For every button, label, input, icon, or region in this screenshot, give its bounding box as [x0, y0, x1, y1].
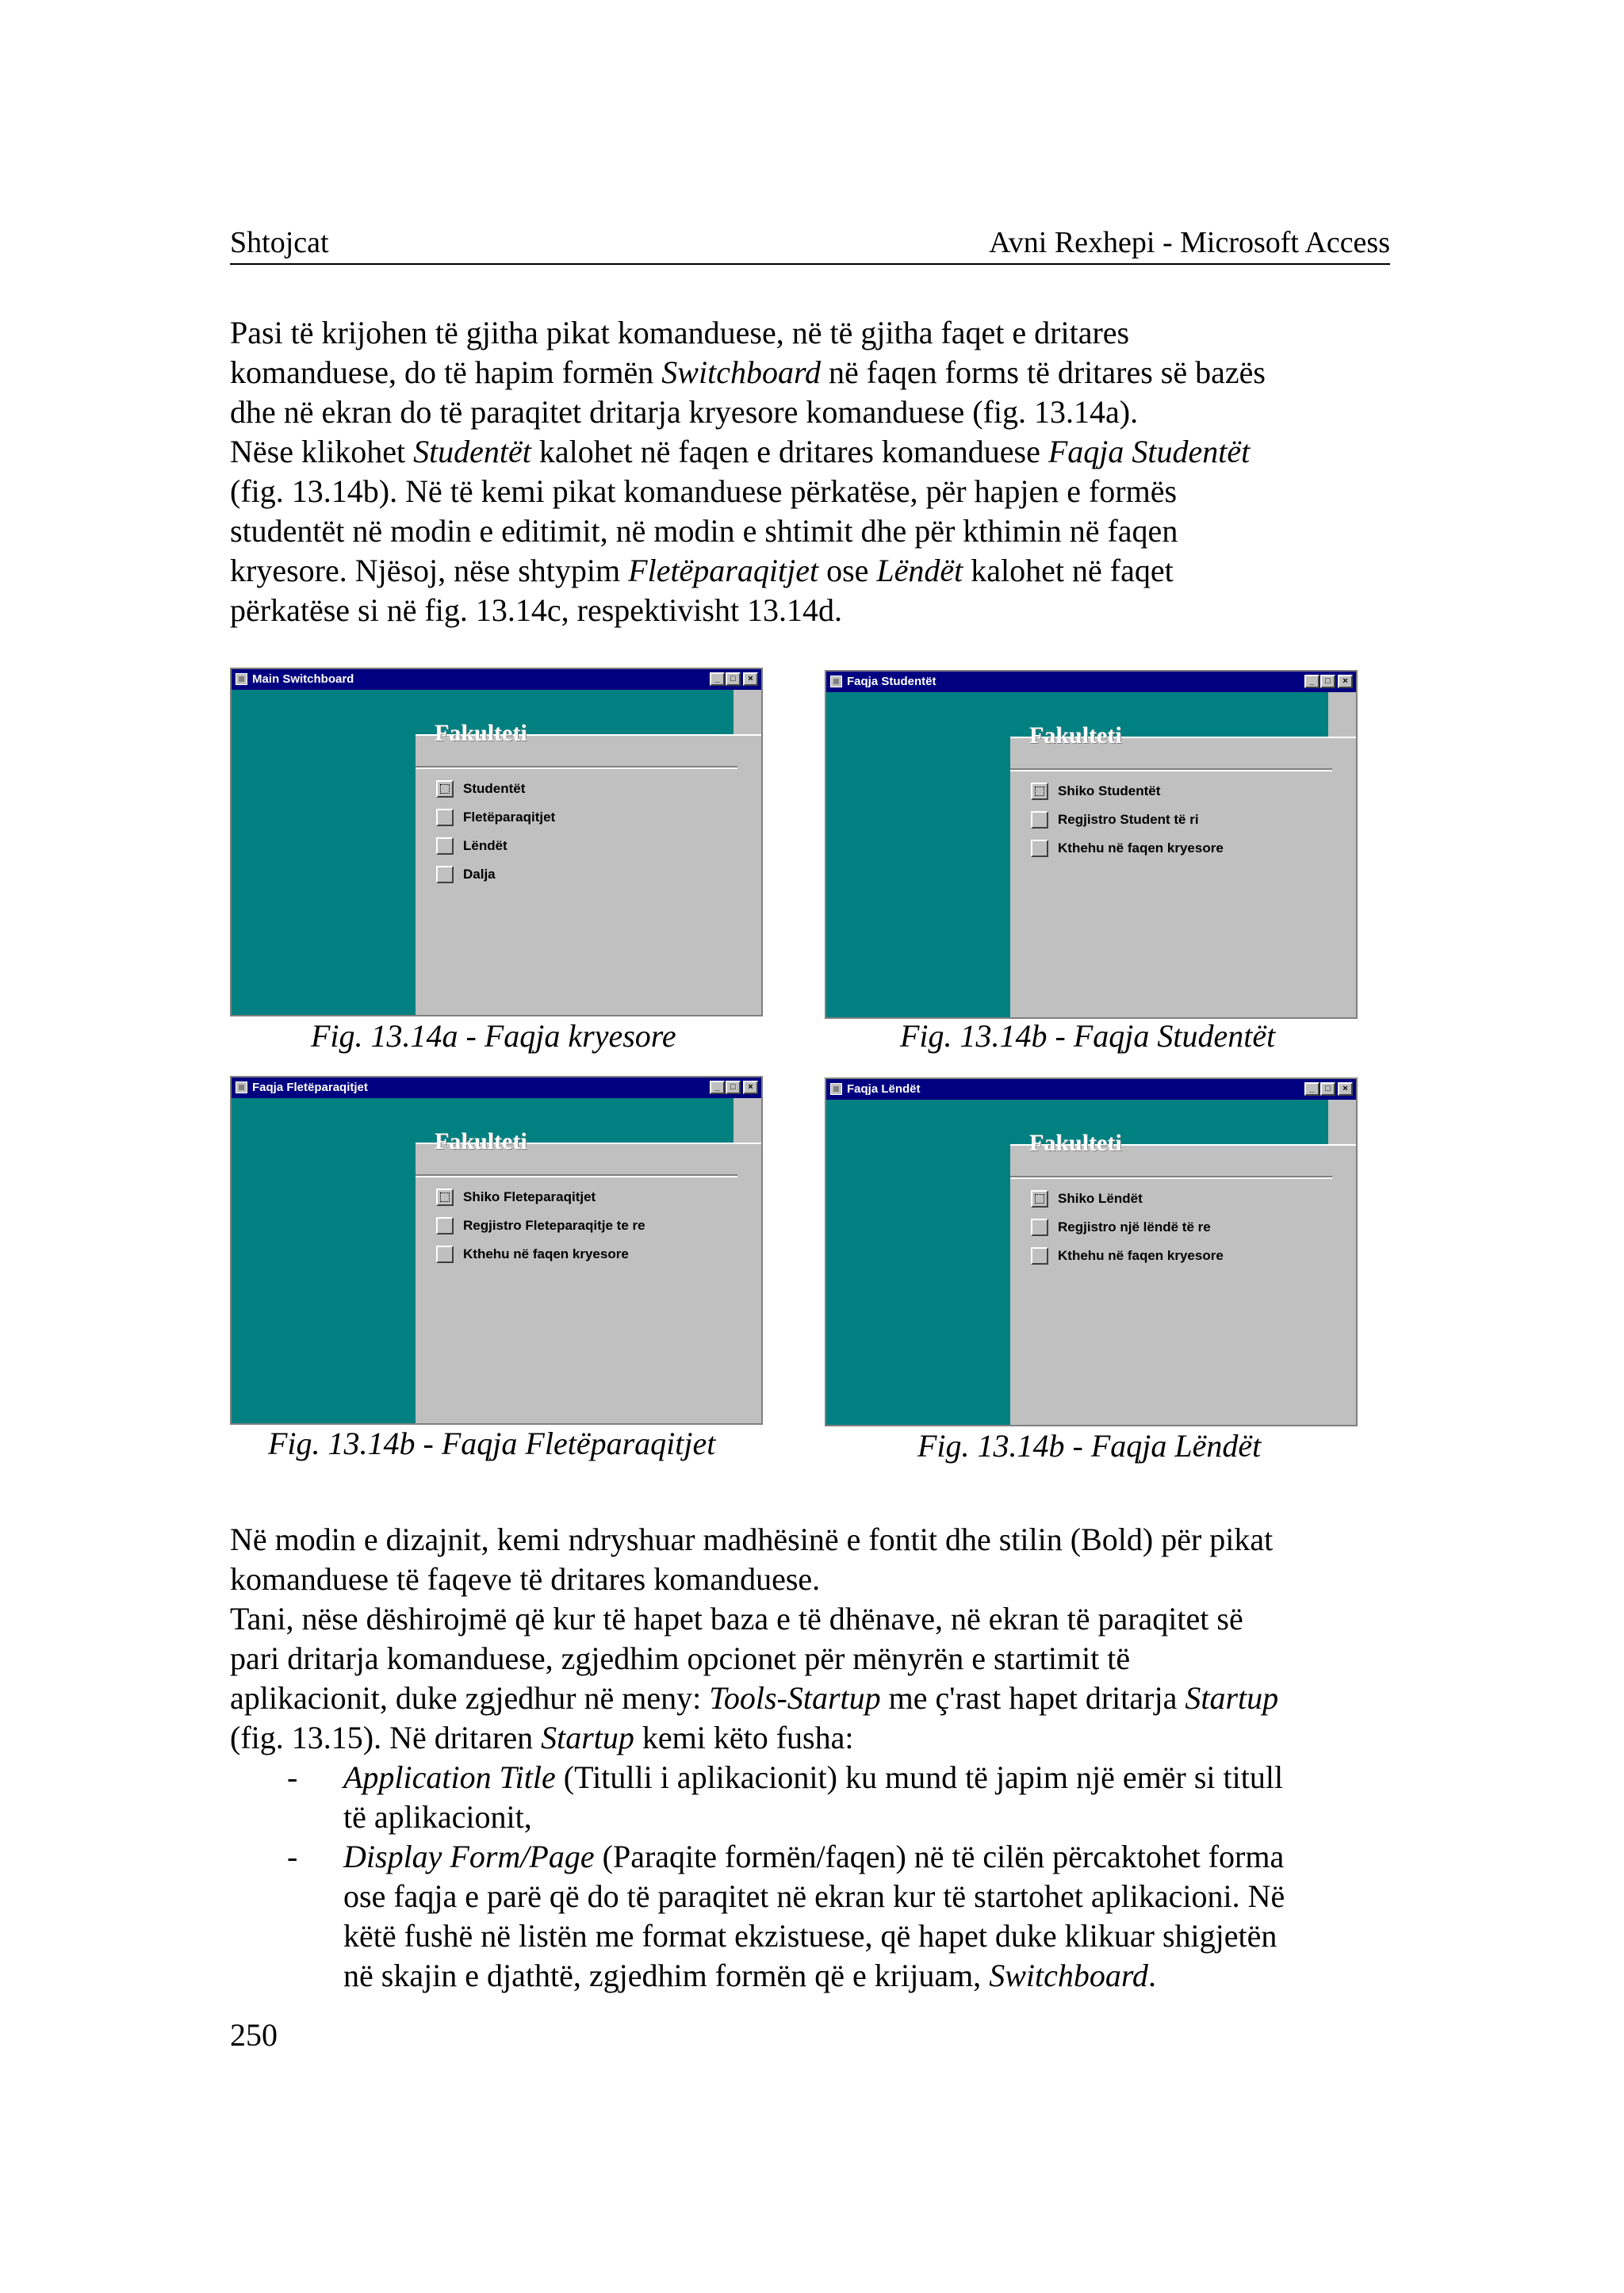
- body-paragraph: [230, 1520, 1396, 1758]
- body-line: Në modin e dizajnit, kemi ndryshuar madhësinë e fontit dhe stilin (Bold) për pikat: [230, 1522, 1274, 1557]
- figure-caption: Fig. 13.14b - Faqja Studentët: [900, 1018, 1276, 1054]
- switchboard-window-studentet: Faqja Studentët _ □ × Fakulteti Shiko Studentët Regjistro Student të ri Kthehu në faqen kryesore: [825, 670, 1358, 1019]
- maximize-icon[interactable]: □: [1320, 675, 1335, 688]
- page-number: 250: [230, 2017, 278, 2053]
- bullet-item: [230, 1758, 1396, 1837]
- switchboard-window-main: Main Switchboard _ □ × Fakulteti Studentët Fletëparaqitjet Lëndët Dalja: [230, 668, 763, 1016]
- figure-caption: Fig. 13.14b - Faqja Fletëparaqitjet: [268, 1426, 716, 1461]
- maximize-icon[interactable]: □: [726, 1081, 741, 1094]
- bullet-dash: -: [287, 1839, 298, 1874]
- item-button[interactable]: [436, 780, 454, 798]
- title-bar: [826, 1079, 1356, 1100]
- form-icon[interactable]: [236, 673, 247, 685]
- minimize-icon[interactable]: _: [710, 672, 725, 686]
- intro-line: studentët në modin e editimit, në modin e shtimit dhe për kthimin në faqen: [230, 513, 1178, 549]
- item-button[interactable]: [1031, 783, 1048, 800]
- figure-caption: Fig. 13.14a - Faqja kryesore: [311, 1018, 676, 1054]
- intro-line: Nëse klikohet Studentët kalohet në faqen e dritares komanduese Faqja Studentët: [230, 434, 1251, 469]
- intro-line: dhe në ekran do të paraqitet dritarja kryesore komanduese (fig. 13.14a).: [230, 394, 1139, 430]
- form-icon[interactable]: [830, 676, 842, 687]
- item-button[interactable]: [1031, 1247, 1048, 1265]
- teal-sidebar: [826, 692, 1010, 1017]
- intro-line: përkatëse si në fig. 13.14c, respektivisht 13.14d.: [230, 592, 843, 628]
- title-bar: [232, 669, 761, 690]
- bullet-dash: -: [287, 1759, 298, 1795]
- divider: [416, 1174, 737, 1177]
- close-icon[interactable]: ×: [1338, 1082, 1353, 1096]
- switchboard-heading: Fakulteti: [1029, 722, 1122, 748]
- intro-line: (fig. 13.14b). Në të kemi pikat komanduese përkatëse, për hapjen e formës: [230, 473, 1178, 509]
- teal-sidebar: [826, 1100, 1010, 1425]
- maximize-icon[interactable]: □: [1320, 1082, 1335, 1096]
- body-line: pari dritarja komanduese, zgjedhim opcionet për mënyrën e startimit të: [230, 1640, 1131, 1676]
- intro-line: Pasi të krijohen të gjitha pikat komanduese, në të gjitha faqet e dritares: [230, 315, 1130, 350]
- item-button[interactable]: [1031, 1190, 1048, 1208]
- item-button[interactable]: [436, 837, 454, 855]
- minimize-icon[interactable]: _: [1304, 1082, 1320, 1096]
- header-left: Shtojcat: [230, 226, 329, 259]
- window-title: Faqja Lëndët: [847, 1082, 921, 1096]
- header-right: Avni Rexhepi - Microsoft Access: [989, 226, 1390, 259]
- switchboard-heading: Fakulteti: [435, 1128, 527, 1154]
- body-line: (fig. 13.15). Në dritaren Startup kemi këto fusha:: [230, 1720, 854, 1755]
- form-icon[interactable]: [830, 1083, 842, 1095]
- body-line: komanduese të faqeve të dritares komanduese.: [230, 1561, 821, 1597]
- teal-sidebar: [232, 1098, 416, 1423]
- bullet-text: Display Form/Page (Paraqite formën/faqen) në të cilën përcaktohet forma ose faqja e parë që do të paraqitet në ekran kur të startohet aplikacioni. Në këtë fushë në listën me format ekzistuese, që hapet duke klikuar shigjetën në skajin e djathtë, zgjedhim formën që e krijuam, Switchboard.: [343, 1839, 1285, 1993]
- intro-line: kryesore. Njësoj, nëse shtypim Fletëparaqitjet ose Lëndët kalohet në faqet: [230, 553, 1174, 588]
- page-header: [230, 222, 1390, 265]
- title-bar: [826, 672, 1356, 692]
- switchboard-heading: Fakulteti: [1029, 1130, 1122, 1156]
- item-button[interactable]: [436, 1246, 454, 1263]
- divider: [1010, 768, 1332, 771]
- bullet-text: Application Title (Titulli i aplikacionit) ku mund të japim një emër si titull të aplikacionit,: [343, 1759, 1284, 1835]
- divider: [1010, 1176, 1332, 1179]
- window-title: Faqja Fletëparaqitjet: [252, 1081, 368, 1094]
- body-line: Tani, nëse dëshirojmë që kur të hapet baza e të dhënave, në ekran të paraqitet së: [230, 1601, 1243, 1636]
- title-bar: [232, 1078, 761, 1098]
- switchboard-window-fletparaqitjet: Faqja Fletëparaqitjet _ □ × Fakulteti Shiko Fleteparaqitjet Regjistro Fleteparaqitje te re Kthehu në faqen kryesore: [230, 1076, 763, 1425]
- item-button[interactable]: [1031, 811, 1048, 829]
- item-button[interactable]: [436, 866, 454, 883]
- close-icon[interactable]: ×: [743, 1081, 758, 1094]
- switchboard-heading: Fakulteti: [435, 720, 527, 746]
- item-button[interactable]: [436, 1217, 454, 1235]
- item-button[interactable]: [436, 1189, 454, 1206]
- close-icon[interactable]: ×: [743, 672, 758, 686]
- close-icon[interactable]: ×: [1338, 675, 1353, 688]
- bullet-item: [230, 1837, 1396, 1996]
- intro-line: komanduese, do të hapim formën Switchboard në faqen forms të dritares së bazës: [230, 354, 1266, 390]
- teal-sidebar: [232, 690, 416, 1015]
- body-line: aplikacionit, duke zgjedhur në meny: Tools-Startup me ç'rast hapet dritarja Startup: [230, 1680, 1279, 1716]
- minimize-icon[interactable]: _: [710, 1081, 725, 1094]
- switchboard-window-lendet: Faqja Lëndët _ □ × Fakulteti Shiko Lëndët Regjistro një lëndë të re Kthehu në faqen kryesore: [825, 1078, 1358, 1426]
- minimize-icon[interactable]: _: [1304, 675, 1320, 688]
- divider: [416, 766, 737, 769]
- item-button[interactable]: [436, 809, 454, 826]
- item-button[interactable]: [1031, 840, 1048, 857]
- item-button[interactable]: [1031, 1219, 1048, 1236]
- maximize-icon[interactable]: □: [726, 672, 741, 686]
- figure-caption: Fig. 13.14b - Faqja Lëndët: [917, 1428, 1262, 1464]
- window-title: Faqja Studentët: [847, 675, 936, 688]
- window-title: Main Switchboard: [252, 672, 354, 686]
- form-icon[interactable]: [236, 1081, 247, 1093]
- intro-paragraph: [230, 313, 1396, 630]
